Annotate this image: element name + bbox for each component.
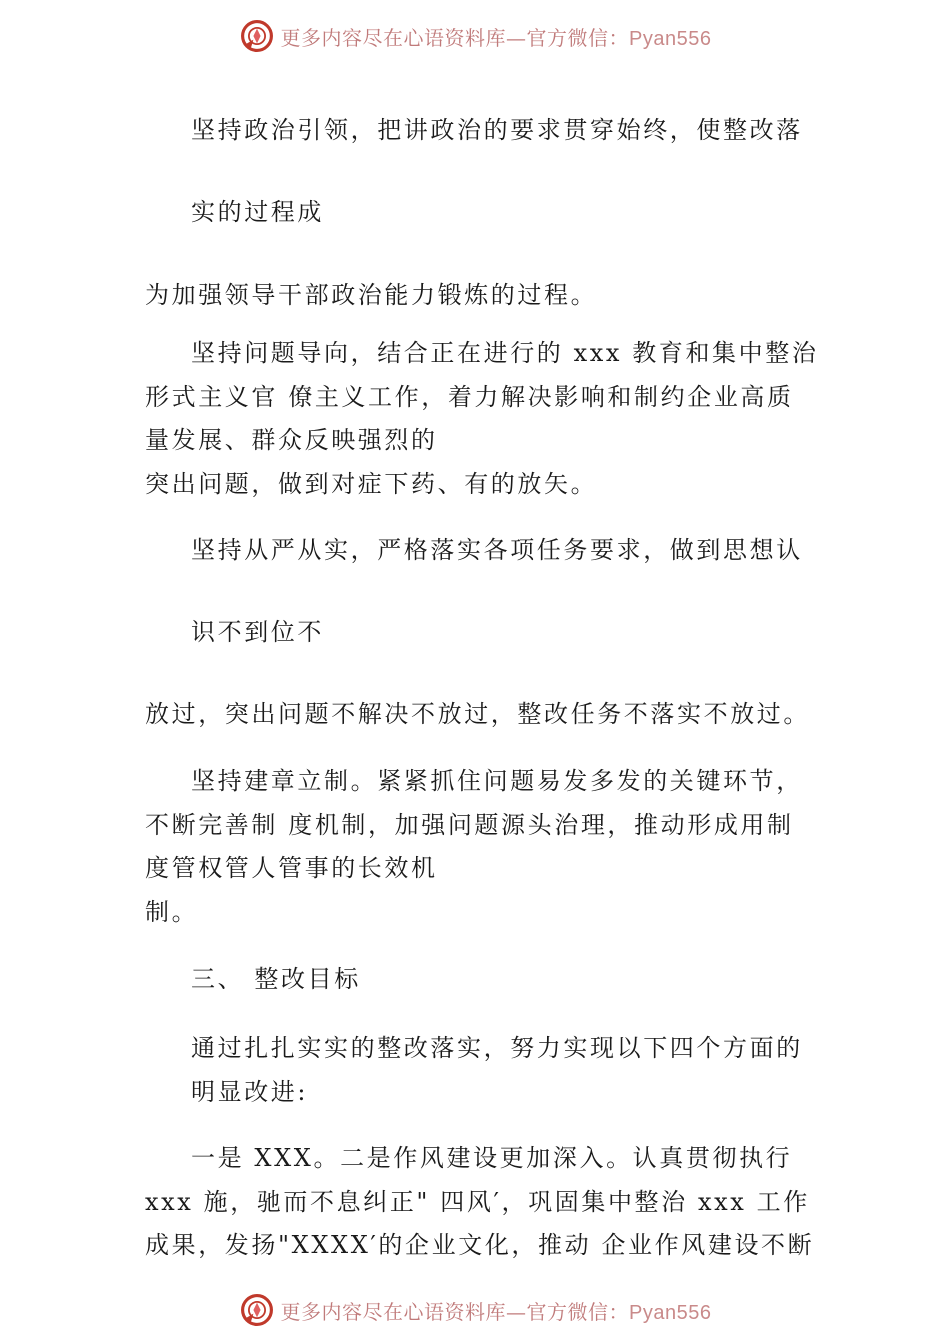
body-line-5: 形式主义官 僚主义工作，着力解决影响和制约企业高质 <box>145 383 794 411</box>
body-line-7: 突出问题，做到对症下药、有的放矢。 <box>145 470 598 498</box>
watermark-header <box>0 14 950 58</box>
body-line-18: 一是 XXX。二是作风建设更加深入。认真贯彻执行 <box>191 1144 793 1172</box>
body-line-13: 度管权管人管事的长效机 <box>145 854 438 882</box>
body-line-19: xxx 施，驰而不息纠正" 四风′，巩固集中整治 xxx 工作 <box>145 1188 810 1216</box>
body-line-17: 明显改进: <box>191 1078 309 1106</box>
body-line-12: 不断完善制 度机制，加强问题源头治理，推动形成用制 <box>145 811 794 839</box>
body-line-9: 识不到位不 <box>191 618 324 646</box>
watermark-label: 更多内容尽在心语资料库—官方微信： <box>280 25 630 50</box>
body-line-20: 成果，发扬"XXXX′的企业文化，推动 企业作风建设不断 <box>145 1231 815 1259</box>
watermark-footer <box>0 1288 950 1332</box>
body-line-16: 通过扎扎实实的整改落实，努力实现以下四个方面的 <box>191 1034 803 1062</box>
watermark-wechat-id: Pyan556 <box>629 1301 712 1324</box>
watermark-wechat-id: Pyan556 <box>629 27 712 50</box>
watermark-text <box>281 1296 712 1325</box>
watermark-text <box>281 22 712 51</box>
body-line-6: 量发展、群众反映强烈的 <box>145 426 438 454</box>
red-seal-logo-icon <box>239 18 275 54</box>
body-line-1: 坚持政治引领，把讲政治的要求贯穿始终，使整改落 <box>191 116 803 144</box>
body-line-3: 为加强领导干部政治能力锻炼的过程。 <box>145 281 598 309</box>
red-seal-logo-icon <box>239 1292 275 1328</box>
body-line-4: 坚持问题导向，结合正在进行的 xxx 教育和集中整治 <box>191 339 819 367</box>
section-heading: 三、 整改目标 <box>191 965 361 993</box>
body-line-8: 坚持从严从实，严格落实各项任务要求，做到思想认 <box>191 536 803 564</box>
body-line-10: 放过，突出问题不解决不放过，整改任务不落实不放过。 <box>145 700 810 728</box>
body-line-11: 坚持建章立制。紧紧抓住问题易发多发的关键环节， <box>191 767 803 795</box>
watermark-label: 更多内容尽在心语资料库—官方微信： <box>280 1299 630 1324</box>
body-line-2: 实的过程成 <box>191 198 324 226</box>
body-line-14: 制。 <box>145 898 199 926</box>
